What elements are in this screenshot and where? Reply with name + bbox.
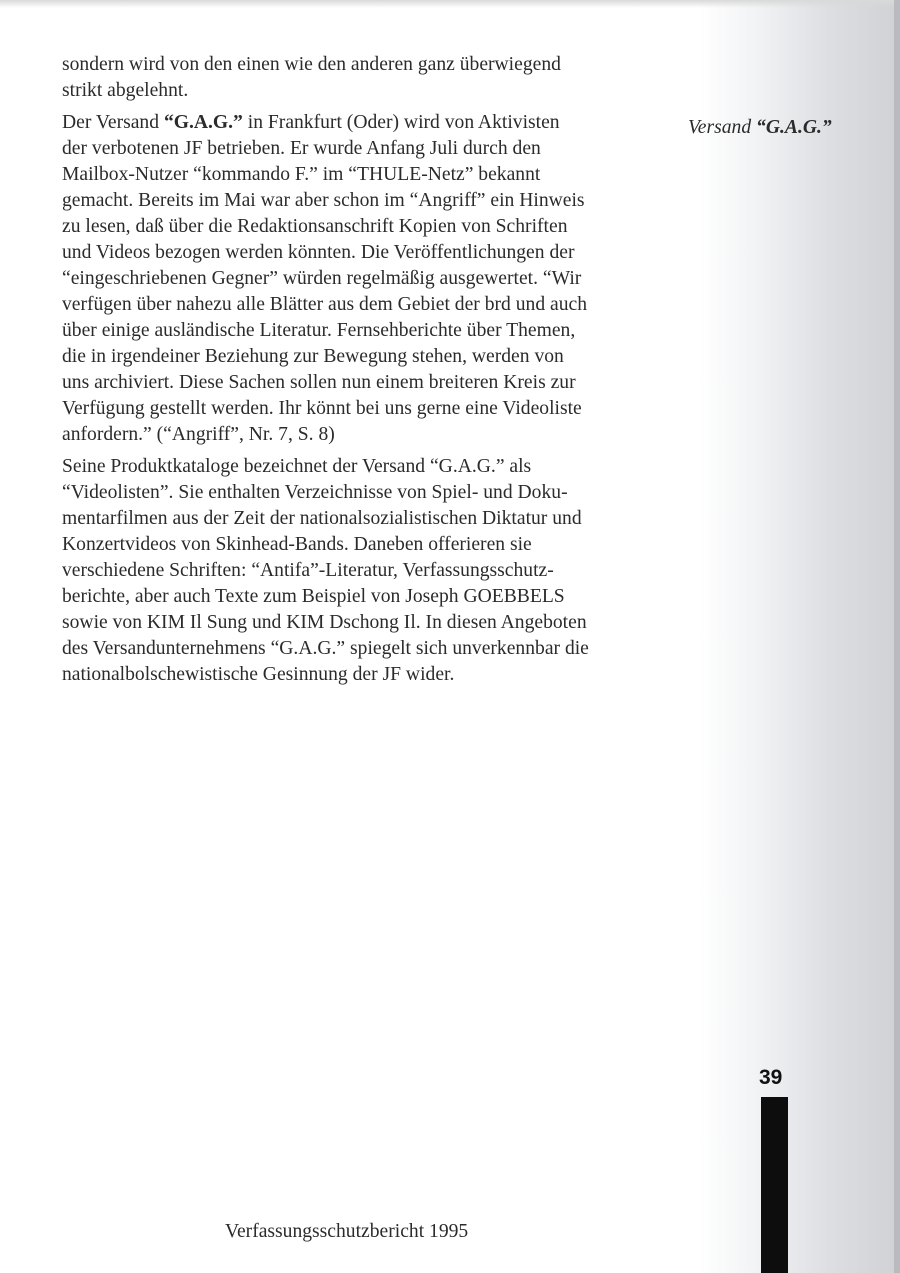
text-line: gemacht. Bereits im Mai war aber schon im “Angriff” ein Hinweis: [62, 190, 585, 211]
text-line: der verbotenen JF betrieben. Er wurde Anfang Juli durch den: [62, 138, 541, 159]
text-line: sondern wird von den einen wie den anderen ganz überwiegend: [62, 54, 561, 75]
body-text: [62, 52, 662, 694]
text-line: zu lesen, daß über die Redaktionsanschrift Kopien von Schriften: [62, 216, 568, 237]
text-line: “eingeschriebenen Gegner” würden regelmäßig ausgewertet. “Wir: [62, 268, 582, 289]
text-line: Verfügung gestellt werden. Ihr könnt bei uns gerne eine Videoliste: [62, 398, 582, 419]
text-line: “Videolisten”. Sie enthalten Verzeichnisse von Spiel- und Doku-: [62, 482, 568, 503]
text-line: sowie von KIM Il Sung und KIM Dschong Il. In diesen Angeboten: [62, 612, 587, 633]
scan-top-shadow: [0, 0, 900, 8]
page-number: 39: [759, 1066, 783, 1089]
text-line: verfügen über nahezu alle Blätter aus dem Gebiet der brd und auch: [62, 294, 588, 315]
text-line: nationalbolschewistische Gesinnung der JF wider.: [62, 664, 455, 685]
text-line: berichte, aber auch Texte zum Beispiel von Joseph GOEBBELS: [62, 586, 565, 607]
paragraph-1: [62, 52, 662, 104]
text-line: Seine Produktkataloge bezeichnet der Versand “G.A.G.” als: [62, 456, 532, 477]
text-line: über einige ausländische Literatur. Fernsehberichte über Themen,: [62, 320, 576, 341]
text-line: anfordern.” (“Angriff”, Nr. 7, S. 8): [62, 424, 335, 445]
paragraph-3: [62, 454, 662, 688]
margin-note-emphasis: “G.A.G.”: [756, 117, 832, 138]
text-line: strikt abgelehnt.: [62, 80, 189, 101]
text-line: Mailbox-Nutzer “kommando F.” im “THULE-Netz” bekannt: [62, 164, 541, 185]
text-line: die in irgendeiner Beziehung zur Bewegung stehen, werden von: [62, 346, 564, 367]
text-line: und Videos bezogen werden könnten. Die Veröffentlichungen der: [62, 242, 575, 263]
margin-note-label: Versand: [688, 117, 752, 138]
text-line: Konzertvideos von Skinhead-Bands. Daneben offerieren sie: [62, 534, 532, 555]
emphasis-gag: “G.A.G.”: [163, 112, 243, 133]
thumb-index-bar: [761, 1097, 788, 1273]
footer-title: Verfassungsschutzbericht 1995: [225, 1221, 469, 1242]
paragraph-2: [62, 110, 662, 448]
text-line: verschiedene Schriften: “Antifa”-Literatur, Verfassungsschutz-: [62, 560, 554, 581]
text-line: des Versandunternehmens “G.A.G.” spiegelt sich unverkennbar die: [62, 638, 589, 659]
text-line: uns archiviert. Diese Sachen sollen nun einem breiteren Kreis zur: [62, 372, 576, 393]
page-edge: [894, 0, 900, 1273]
margin-note: [688, 117, 832, 139]
text-line: mentarfilmen aus der Zeit der nationalsozialistischen Diktatur und: [62, 508, 582, 529]
text-line: Der Versand “G.A.G.” in Frankfurt (Oder) wird von Aktivisten: [62, 112, 560, 133]
